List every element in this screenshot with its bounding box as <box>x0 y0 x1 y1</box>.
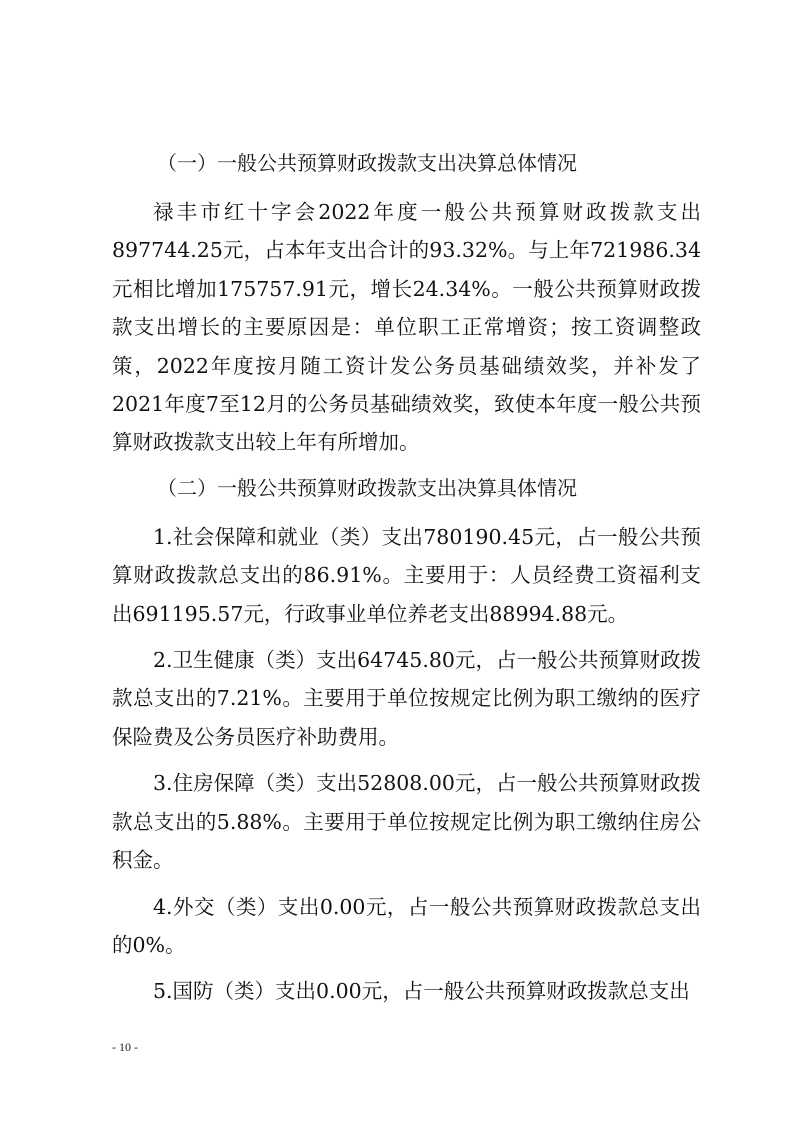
section-heading-overall: （一）一般公共预算财政拨款支出决算总体情况 <box>157 151 577 175</box>
paragraph-item-2: 2.卫生健康（类）支出64745.80元，占一般公共预算财政拨款总支出的7.21%。主要用于单位按规定比例为职工缴纳的医疗保险费及公务员医疗补助费用。 <box>112 648 701 749</box>
paragraph-item-1: 1.社会保障和就业（类）支出780190.45元，占一般公共预算财政拨款总支出的86.91%。主要用于：人员经费工资福利支出691195.57元，行政事业单位养老支出88994.88元。 <box>112 524 701 626</box>
paragraph-item-3: 3.住房保障（类）支出52808.00元，占一般公共预算财政拨款总支出的5.88%。主要用于单位按规定比例为职工缴纳住房公积金。 <box>112 771 701 873</box>
section-heading-detail: （二）一般公共预算财政拨款支出决算具体情况 <box>157 475 577 500</box>
paragraph-overall: 禄丰市红十字会2022年度一般公共预算财政拨款支出897744.25元，占本年支出合计的93.32%。与上年721986.34元相比增加175757.91元，增长24.34%。一般公共预算财政拨款支出增长的主要原因是：单位职工正常增资；按工资调整政策，2022年度按月随工资计发公务员基础绩效奖，并补发了2021年度7至12月的公务员基础绩效奖，致使本年度一般公共预算财政拨款支出较上年有所增加。 <box>112 200 701 455</box>
page-number: - 10 - <box>112 1040 138 1054</box>
paragraph-item-4: 4.外交（类）支出0.00元，占一般公共预算财政拨款总支出的0%。 <box>112 894 701 957</box>
page-content <box>112 145 701 1019</box>
paragraph-item-5: 5.国防（类）支出0.00元，占一般公共预算财政拨款总支出 <box>153 979 690 1004</box>
